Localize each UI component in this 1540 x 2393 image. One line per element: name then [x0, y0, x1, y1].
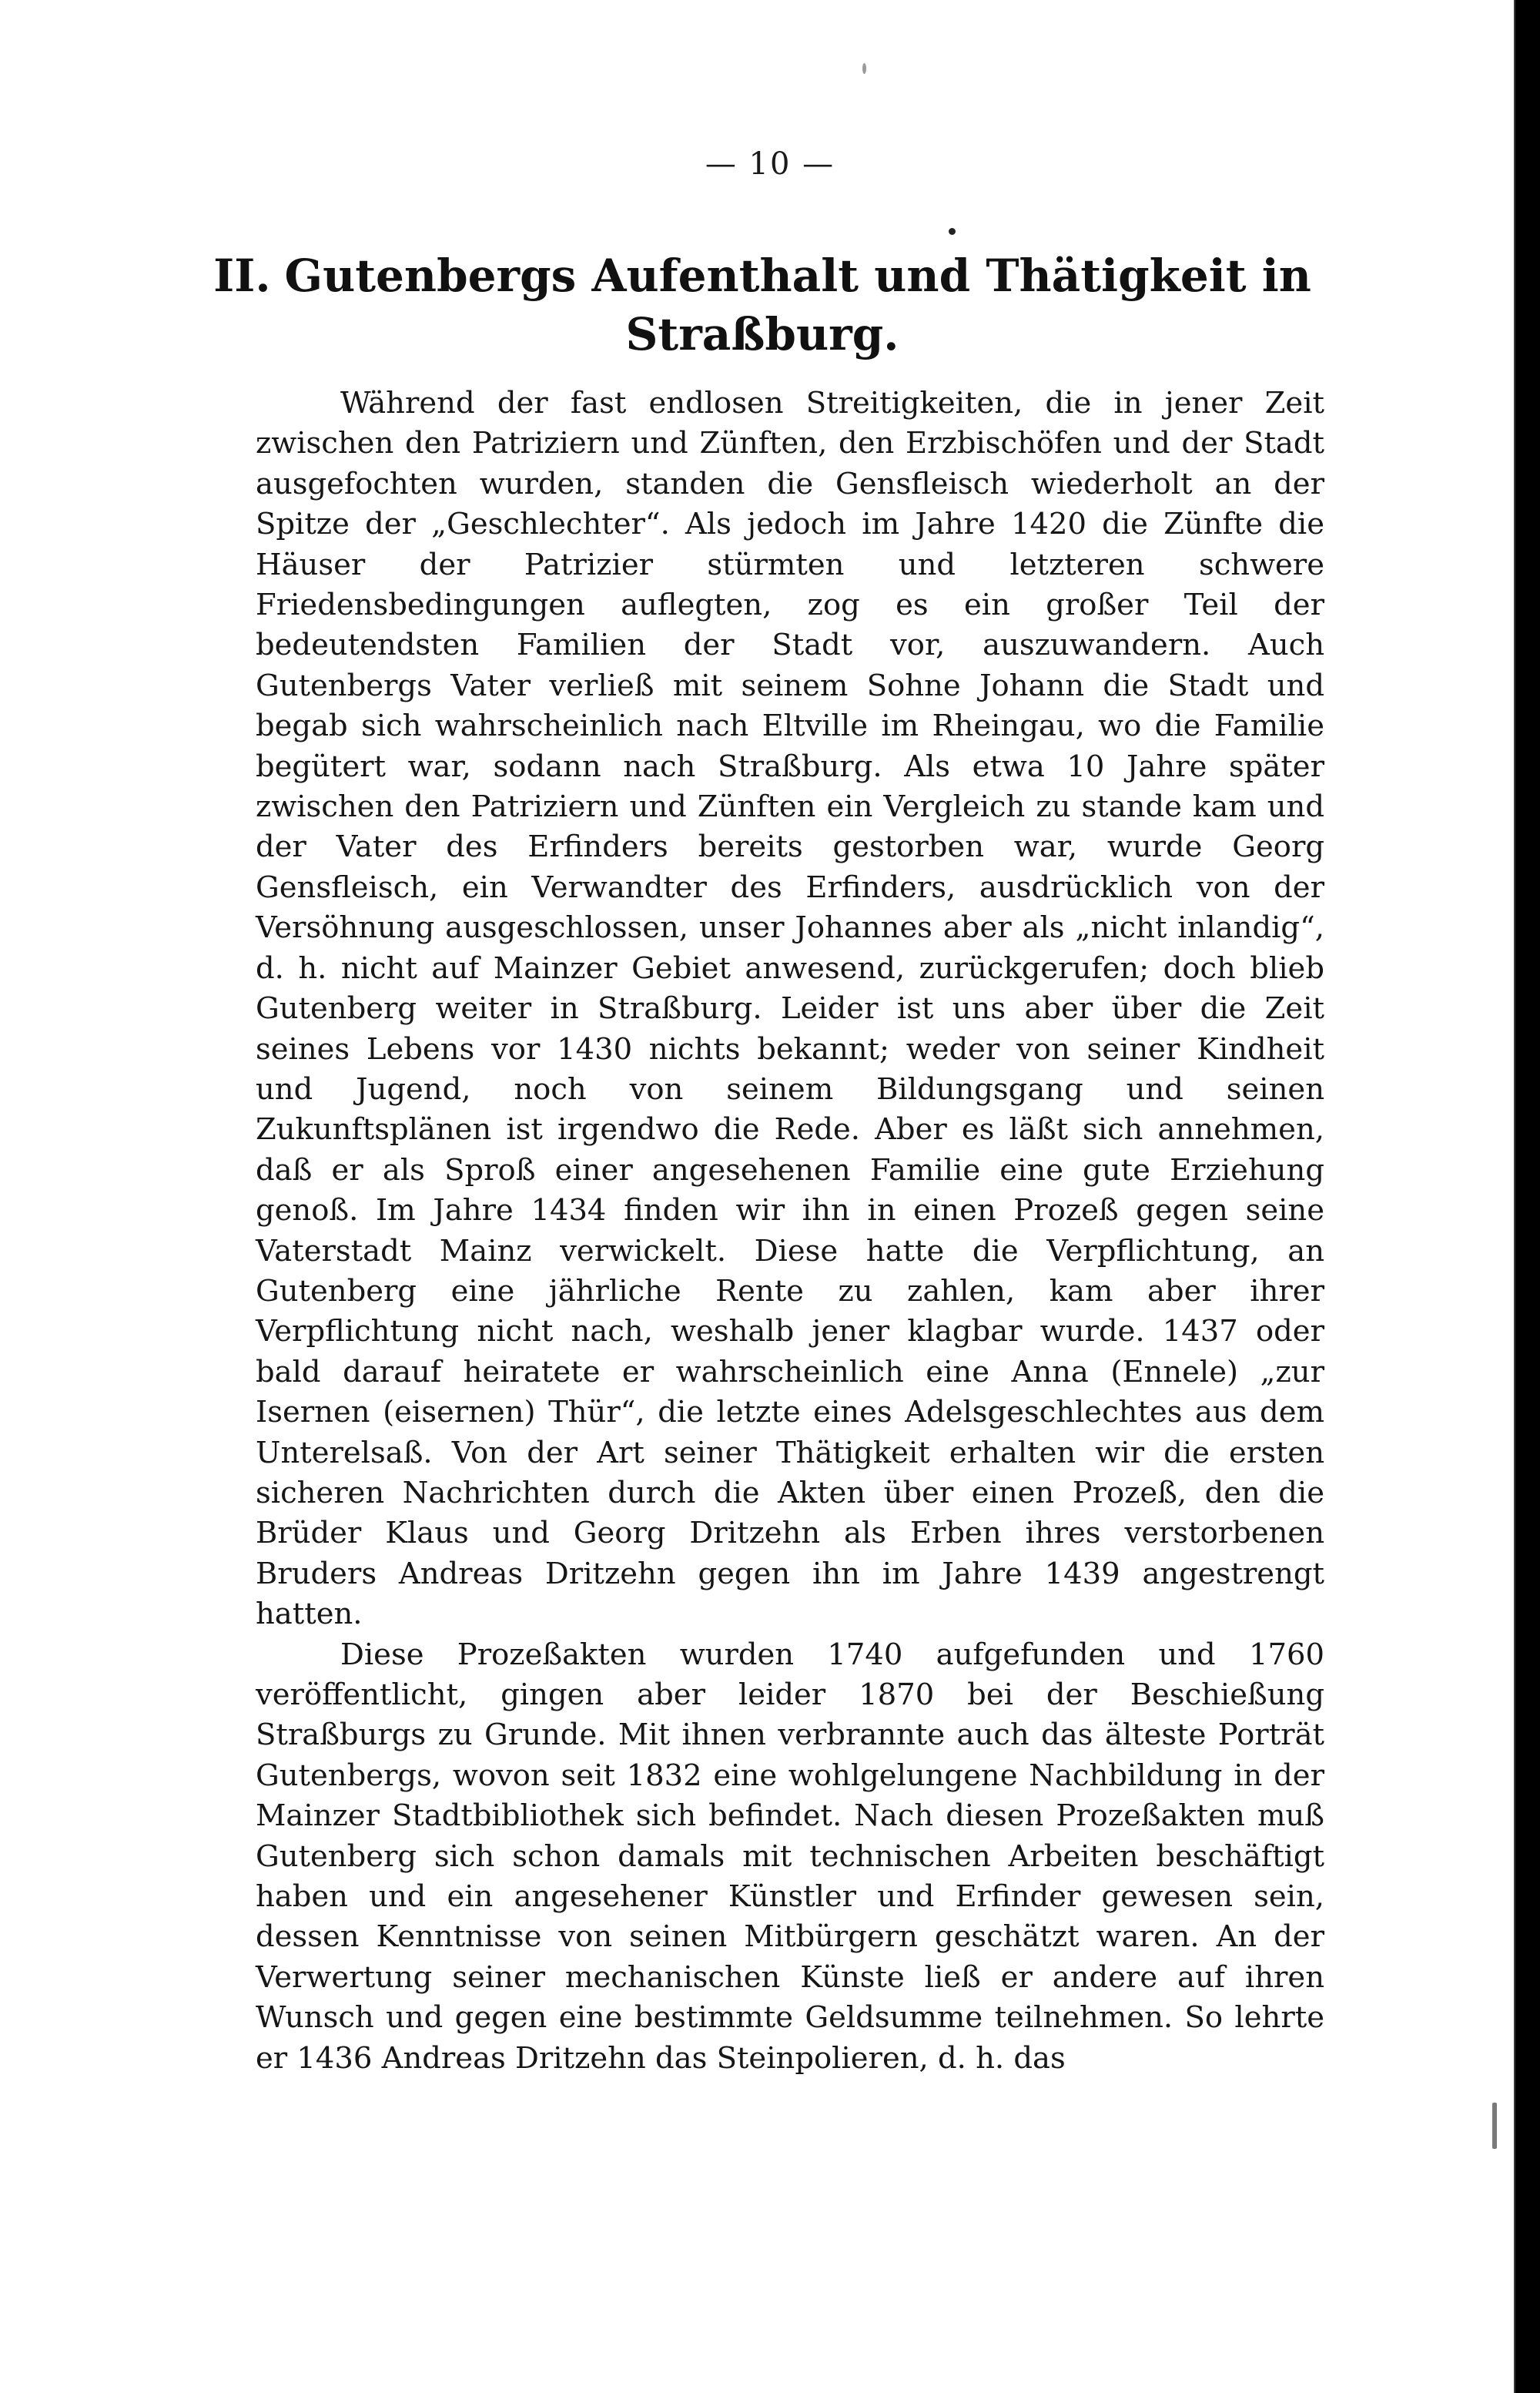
chapter-heading [185, 246, 1340, 364]
paper-speck [1492, 2103, 1497, 2149]
paper-speck [949, 228, 956, 235]
scan-border [1515, 0, 1540, 2393]
page-number: — 10 — [705, 146, 835, 182]
body-text [256, 384, 1324, 2079]
chapter-numeral: II. [213, 250, 271, 302]
paper-speck [862, 63, 866, 74]
paragraph-1: Während der fast endlosen Streitigkeiten, die in jener Zeit zwischen den Patriziern und Zünften, den Erzbischöfen und der Stadt ausgefochten wurden, standen die Gensfleisch wiederholt an der Spitze der „Geschlechter“. Als jedoch im Jahre 1420 die Zünfte die Häuser der Patrizier stürmten und letzteren schwere Friedensbedingungen auflegten, zog es ein großer Teil der bedeutendsten Familien der Stadt vor, auszuwandern. Auch Gutenbergs Vater verließ mit seinem Sohne Johann die Stadt und begab sich wahrscheinlich nach Eltville im Rheingau, wo die Familie begütert war, sodann nach Straßburg. Als etwa 10 Jahre später zwischen den Patriziern und Zünften ein Vergleich zu stande kam und der Vater des Erfinders bereits gestorben war, wurde Georg Gensfleisch, ein Verwandter des Erfinders, ausdrücklich von der Versöhnung ausgeschlossen, unser Johannes aber als „nicht inlandig“, d. h. nicht auf Mainzer Gebiet anwesend, zurückgerufen; doch blieb Gutenberg weiter in Straßburg. Leider ist uns aber über die Zeit seines Lebens vor 1430 nichts bekannt; weder von seiner Kindheit und Jugend, noch von seinem Bildungsgang und seinen Zukunftsplänen ist irgendwo die Rede. Aber es läßt sich annehmen, daß er als Sproß einer angesehenen Familie eine gute Erziehung genoß. Im Jahre 1434 finden wir ihn in einen Prozeß gegen seine Vaterstadt Mainz verwickelt. Diese hatte die Verpflichtung, an Gutenberg eine jährliche Rente zu zahlen, kam aber ihrer Verpflichtung nicht nach, weshalb jener klagbar wurde. 1437 oder bald darauf heiratete er wahrscheinlich eine Anna (Ennele) „zur Isernen (eisernen) Thür“, die letzte eines Adelsgeschlechtes aus dem Unterelsaß. Von der Art seiner Thätigkeit erhalten wir die ersten sicheren Nachrichten durch die Akten über einen Prozeß, den die Brüder Klaus und Georg Dritzehn als Erben ihres verstorbenen Bruders Andreas Dritzehn gegen ihn im Jahre 1439 angestrengt hatten. [256, 386, 1324, 1632]
chapter-title: Gutenbergs Aufenthalt und Thätigkeit in Straßburg. [284, 250, 1311, 360]
paragraph-2: Diese Prozeßakten wurden 1740 aufgefunden und 1760 veröffentlicht, gingen aber leider 1870 bei der Beschießung Straßburgs zu Grunde. Mit ihnen verbrannte auch das älteste Porträt Gutenbergs, wovon seit 1832 eine wohlgelungene Nachbildung in der Mainzer Stadtbibliothek sich befindet. Nach diesen Prozeßakten muß Gutenberg sich schon damals mit technischen Arbeiten beschäftigt haben und ein angesehener Künstler und Erfinder gewesen sein, dessen Kenntnisse von seinen Mitbürgern geschätzt waren. An der Verwertung seiner mechanischen Künste ließ er andere auf ihren Wunsch und gegen eine bestimmte Geldsumme teilnehmen. So lehrte er 1436 Andreas Dritzehn das Steinpolieren, d. h. das [256, 1637, 1324, 2076]
